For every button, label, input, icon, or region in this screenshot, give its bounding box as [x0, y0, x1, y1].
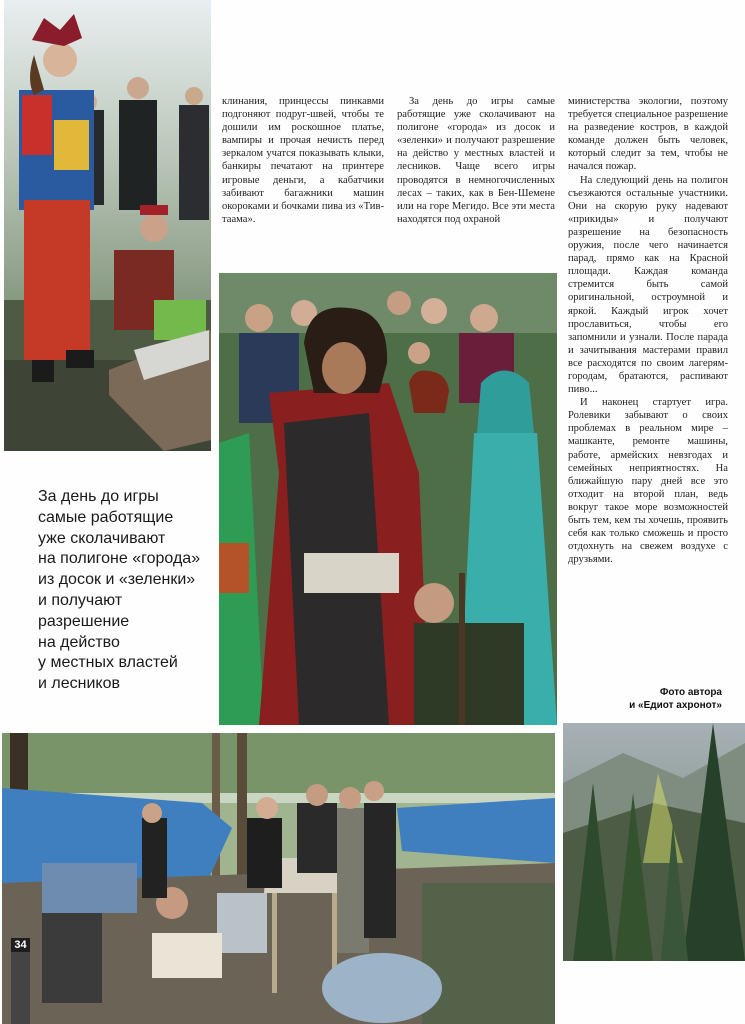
pullquote-line: уже сколачивают [38, 529, 166, 547]
pullquote-line: самые работящие [38, 508, 174, 526]
pullquote-line: и получают [38, 591, 123, 609]
photo-parade-crowd [219, 273, 557, 725]
pullquote-line: на полигоне «города» [38, 550, 201, 568]
photo-credit-line-2: и «Едиот ахронот» [629, 700, 722, 711]
article-column-2 [397, 95, 555, 226]
pullquote-line: у местных властей [38, 654, 178, 672]
photo-costumed-players [4, 0, 211, 451]
page-number [11, 938, 30, 1024]
pullquote-line: За день до игры [38, 488, 159, 505]
pullquote [38, 487, 214, 695]
article-col2-paragraph: За день до игры самые работящие уже сколачивают на полигоне «города» из досок и «зеленки» и получают разрешение на действо у местных властей и лесников. Чаще всего игры проводятся в немногочисленных лесах – таких, как в Бен-Шемене или на горе Мегидо. Все эти места находятся под охраной [397, 96, 555, 225]
article-col1-paragraph: клинания, принцессы пинкавми подгоняют подруг-швей, чтобы те дошили им роскошное платье, вампиры и прочая нечисть перед зеркалом учатся показывать клыки, банкиры печатают на принтере игровые деньги, а кабатчики забивают багажники машин окороками и бочками пива из «Тив-таама». [222, 96, 384, 225]
photo-credit-line-1: Фото автора [659, 687, 722, 698]
article-col3-paragraph-1: министерства экологии, поэтому требуется специальное разрешение на разведение костров, в каждой команде должен быть человек, который следит за тем, чтобы не начался пожар. [568, 96, 728, 173]
page-number-label: 34 [11, 938, 30, 952]
article-col3-paragraph-2: На следующий день на полигон съезжаются остальные участники. Они на скорую руку надевают «прикиды» и получают разрешение на безопасность оружия, после чего начинается парад, прямо как на Красной площади. Каждая команда стремится быть самой оригинальной, остроумной и яркой. Каждый игрок хочет прославиться, чтобы его запомнили и узнали. После парада и зачитывания мастерами правил все расходятся по своим лагерям-городам, братаются, распивают пиво... [568, 174, 728, 396]
photo-mountain-landscape [563, 723, 745, 961]
pullquote-line: и лесников [38, 675, 120, 693]
article-column-1 [222, 95, 384, 226]
pullquote-line: из досок и «зеленки» [38, 571, 196, 589]
article-col3-paragraph-3: И наконец стартует игра. Ролевики забывают о своих проблемах в реальном мире – машканте, ремонте машины, работе, армейских невзгодах и семейных неприятностях. На ближайшую пару дней все это отходит на второй план, ведь вокруг такое море возможностей быть тем, кем ты хочешь, проявить себя как только сможешь и просто отдохнуть на свежем воздухе с друзьями. [568, 397, 728, 566]
pullquote-line: на действо [38, 633, 120, 651]
pullquote-line: разрешение [38, 612, 130, 630]
photo-camp-construction [2, 733, 555, 1024]
article-column-3 [568, 95, 728, 566]
photo-credit [590, 686, 722, 712]
